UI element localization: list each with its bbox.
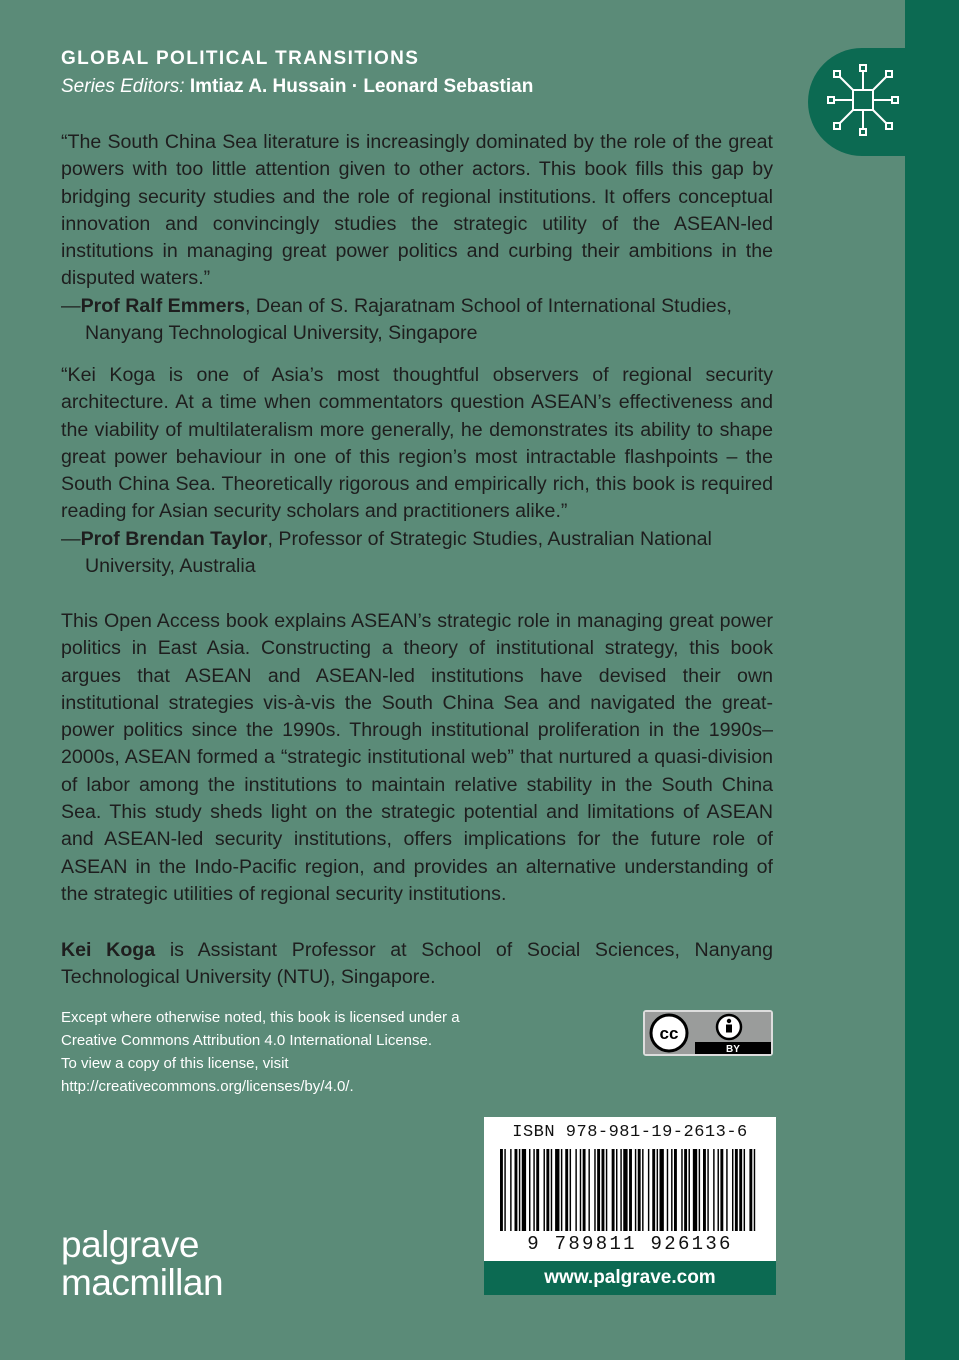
book-description xyxy=(61,608,773,908)
barcode-bar xyxy=(623,1149,627,1231)
publisher-website[interactable]: www.palgrave.com xyxy=(484,1261,776,1295)
barcode-bar xyxy=(726,1149,727,1231)
barcode-bar xyxy=(620,1149,621,1231)
barcode-bar xyxy=(606,1149,607,1231)
endorsement-quote: “Kei Koga is one of Asia’s most thoughtful observers of regional security architecture. At a time when commentators question ASEAN’s effectiveness and the viability of multilateralism more generally, he demonstrates its ability to shape great power behaviour in one of this region’s most intractable flashpoints – the South China Sea. Theoretically rigorous and empirically rich, this book is required reading for Asian security scholars and practitioners alike.” xyxy=(61,364,773,523)
barcode-bar xyxy=(519,1149,520,1231)
barcode-panel xyxy=(484,1117,776,1261)
barcode-bar xyxy=(720,1149,723,1231)
barcode-bar xyxy=(500,1149,503,1231)
barcode-bar xyxy=(689,1149,690,1231)
endorser-name: Prof Ralf Emmers xyxy=(80,294,246,317)
barcode-bar xyxy=(629,1149,632,1231)
barcode-bar xyxy=(735,1149,738,1231)
endorsement-2 xyxy=(61,362,773,580)
series-badge xyxy=(808,48,959,156)
barcode-bar xyxy=(575,1149,576,1231)
barcode-bar xyxy=(546,1149,549,1231)
barcode-bar xyxy=(544,1149,545,1231)
barcode-bar xyxy=(555,1149,559,1231)
author-name: Kei Koga xyxy=(61,939,156,961)
barcode-bar xyxy=(551,1149,552,1231)
license-line: Creative Commons Attribution 4.0 International License. xyxy=(61,1032,433,1049)
barcode-bar xyxy=(588,1149,589,1231)
endorsement-attribution: —Prof Ralf Emmers, Dean of S. Rajaratnam School of International Studies, Nanyang Technological University, Singapore xyxy=(61,294,732,345)
barcode-bar xyxy=(583,1149,586,1231)
barcode-bar xyxy=(699,1149,700,1231)
barcode-bar xyxy=(612,1149,615,1231)
barcode-digits: 9 789811 926136 xyxy=(527,1233,733,1255)
barcode-bar xyxy=(744,1149,745,1231)
cc-label: cc xyxy=(659,1024,679,1043)
endorsement-1 xyxy=(61,129,773,347)
publisher-logo xyxy=(61,1226,223,1302)
endorser-affiliation: , Professor of Strategic Studies, Australian National University, Australia xyxy=(85,527,712,578)
author-bio-text: is Assistant Professor at School of Social Sciences, Nanyang Technological University (NTU), Singapore. xyxy=(61,939,773,989)
series-editors-label: Series Editors: xyxy=(61,76,185,97)
publisher-logo-line: palgrave xyxy=(61,1224,199,1265)
description-text: This Open Access book explains ASEAN’s strategic role in managing great power politics in East Asia. Constructing a theory of institutional strategy, this book argues that ASEAN and ASEAN-led institutions have devised their own institutional strategies vis-à-vis the South China Sea and navigated the great-power politics since the 1990s. Through institutional proliferation in the 1990s–2000s, ASEAN formed a “strategic institutional web” that nurtured a quasi-division of labor among the institutions to maintain relative stability in the South China Sea. This study sheds light on the strategic potential and limitations of ASEAN and ASEAN-led security institutions, offers implications for the future role of ASEAN in the Indo-Pacific region, and provides an alternative understanding of the strategic utilities of regional security institutions. xyxy=(61,610,773,905)
barcode-bar xyxy=(713,1149,714,1231)
barcode-bar xyxy=(754,1149,755,1231)
endorser-name: Prof Brendan Taylor xyxy=(80,527,268,550)
series-editors-names: Imtiaz A. Hussain · Leonard Sebastian xyxy=(189,76,534,97)
author-bio xyxy=(61,937,773,992)
network-node-icon xyxy=(823,60,903,140)
barcode-bar xyxy=(693,1149,697,1231)
endorsement-quote: “The South China Sea literature is increasingly dominated by the role of the great powers with too little attention given to other actors. This book fills this gap by bridging security studies and the role of regional institutions. It offers conceptual innovation and convincingly studies the strategic utility of the ASEAN-led institutions in managing great power politics and curbing their ambitions in the disputed waters.” xyxy=(61,131,773,290)
barcode-bar xyxy=(667,1149,668,1231)
barcode-bar xyxy=(580,1149,581,1231)
barcode-bar xyxy=(638,1149,641,1231)
barcode-bar xyxy=(561,1149,562,1231)
barcode-bar xyxy=(533,1149,534,1231)
barcode-bar xyxy=(648,1149,649,1231)
barcode-bar xyxy=(602,1149,605,1231)
barcode-bar xyxy=(718,1149,719,1231)
by-label: BY xyxy=(726,1044,740,1054)
barcode-bar xyxy=(597,1149,600,1231)
cc-by-badge[interactable] xyxy=(643,1010,773,1056)
barcode-bar xyxy=(510,1149,511,1231)
barcode-bar xyxy=(515,1149,518,1231)
publisher-logo-line: macmillan xyxy=(61,1262,224,1303)
barcode-bar xyxy=(732,1149,733,1231)
license-url[interactable]: http://creativecommons.org/licenses/by/4.0/. xyxy=(61,1078,354,1095)
license-line: Except where otherwise noted, this book is licensed under a xyxy=(61,1009,460,1026)
endorser-affiliation: , Dean of S. Rajaratnam School of International Studies, Nanyang Technological University, Singapore xyxy=(85,294,732,345)
license-notice xyxy=(61,1006,511,1098)
series-editors xyxy=(61,76,533,98)
barcode-bar xyxy=(522,1149,526,1231)
barcode-bar xyxy=(529,1149,530,1231)
barcode-bar xyxy=(657,1149,658,1231)
spine-band xyxy=(905,0,959,1360)
series-title: GLOBAL POLITICAL TRANSITIONS xyxy=(61,48,420,69)
barcode-bar xyxy=(739,1149,742,1231)
barcode-bar xyxy=(703,1149,706,1231)
barcode-bar xyxy=(635,1149,636,1231)
barcode-bar xyxy=(681,1149,682,1231)
barcode-bar xyxy=(642,1149,643,1231)
barcode-bar xyxy=(594,1149,595,1231)
barcode-bar xyxy=(671,1149,672,1231)
license-line: To view a copy of this license, visit xyxy=(61,1055,289,1072)
barcode-bar xyxy=(674,1149,677,1231)
endorsement-attribution: —Prof Brendan Taylor, Professor of Strategic Studies, Australian National University, Australia xyxy=(61,527,712,578)
barcode-bar xyxy=(536,1149,539,1231)
barcode-bar xyxy=(616,1149,617,1231)
barcode-bar xyxy=(504,1149,505,1231)
barcode-bar xyxy=(565,1149,568,1231)
isbn-number: ISBN 978-981-19-2613-6 xyxy=(512,1123,748,1142)
barcode-bar xyxy=(660,1149,664,1231)
barcode-bars xyxy=(500,1149,760,1235)
barcode-bar xyxy=(570,1149,571,1231)
barcode-bar xyxy=(652,1149,655,1231)
barcode-bar xyxy=(749,1149,752,1231)
barcode-bar xyxy=(707,1149,708,1231)
barcode-bar xyxy=(684,1149,687,1231)
